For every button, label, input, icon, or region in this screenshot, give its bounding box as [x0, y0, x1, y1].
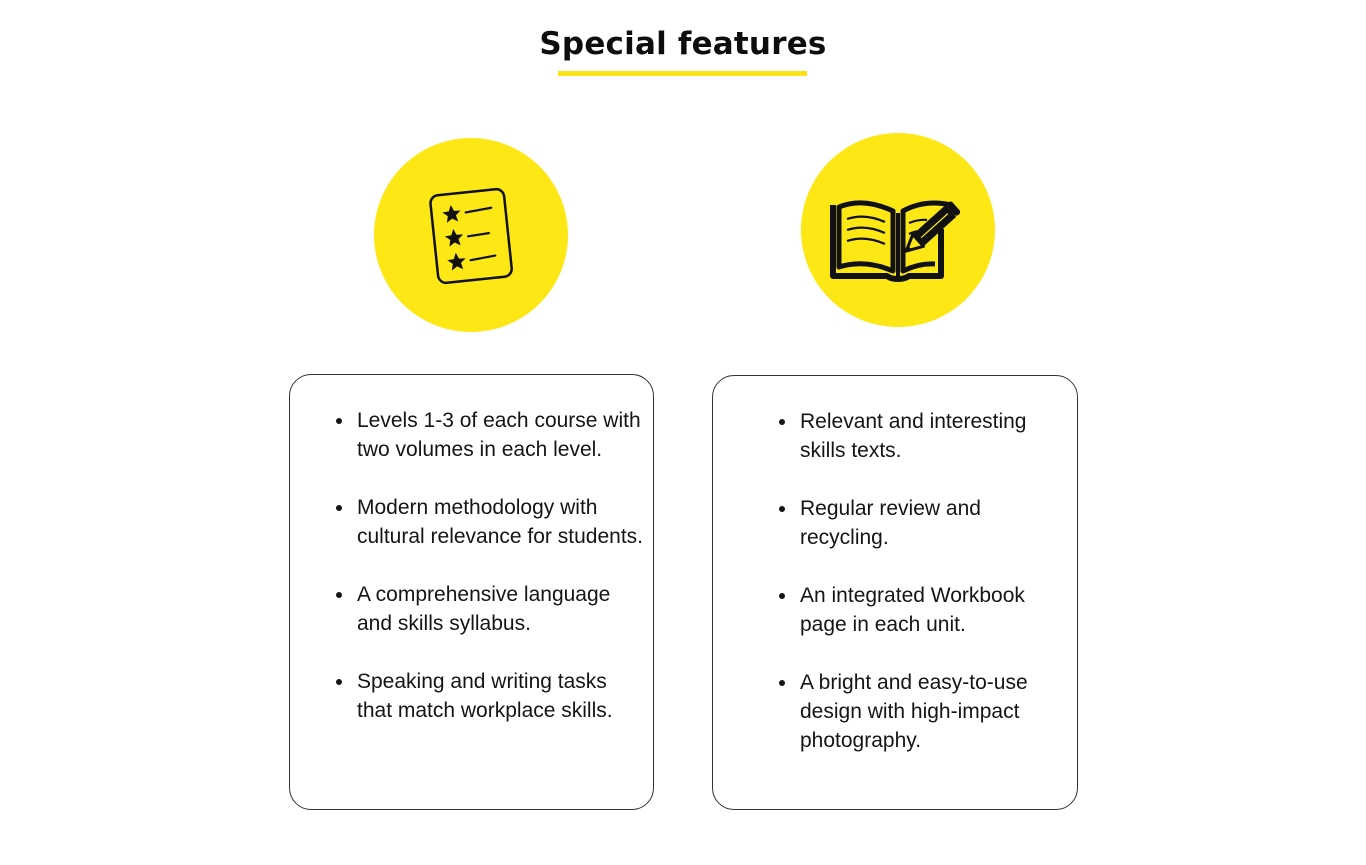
- list-item: A comprehensive language and skills syllabus.: [357, 580, 647, 638]
- title-underline: [558, 71, 807, 76]
- list-item: Regular review and recycling.: [800, 494, 1075, 552]
- feature-list-left: [357, 406, 647, 754]
- page-title: Special features: [539, 26, 827, 62]
- list-item: Levels 1-3 of each course with two volumes in each level.: [357, 406, 647, 464]
- feature-card-left: [289, 374, 654, 810]
- list-item: Speaking and writing tasks that match workplace skills.: [357, 667, 647, 725]
- checklist-icon-circle: [374, 138, 568, 332]
- list-item: A bright and easy-to-use design with high-impact photography.: [800, 668, 1075, 755]
- checklist-stars-icon: [374, 138, 568, 332]
- book-icon-circle: [801, 133, 995, 327]
- feature-list-right: [800, 407, 1075, 784]
- list-item: An integrated Workbook page in each unit.: [800, 581, 1075, 639]
- feature-card-right: [712, 375, 1078, 810]
- list-item: Modern methodology with cultural relevance for students.: [357, 493, 647, 551]
- open-book-pencil-icon: [801, 133, 995, 327]
- list-item: Relevant and interesting skills texts.: [800, 407, 1075, 465]
